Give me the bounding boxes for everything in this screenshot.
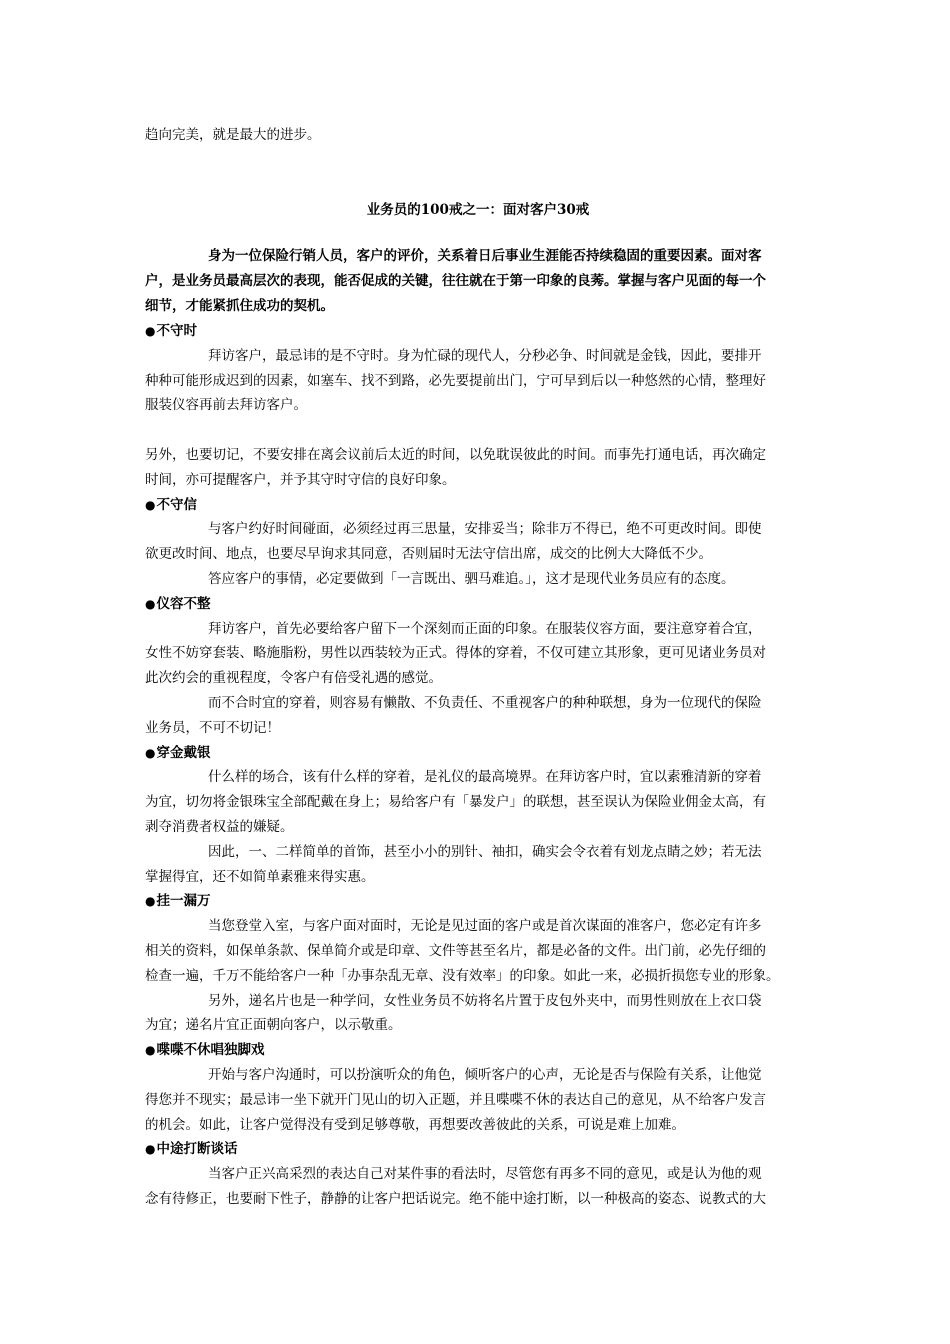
section-heading: ●中途打断谈话 <box>145 1141 238 1158</box>
section-heading: ●喋喋不休唱独脚戏 <box>145 1042 265 1059</box>
body-line: 的机会。如此，让客户觉得没有受到足够尊敬，再想要改善彼此的关系，可说是难上加难。 <box>145 1116 685 1133</box>
body-line: 为宜；递名片宜正面朝向客户，以示敬重。 <box>145 1017 402 1034</box>
body-line: 此次约会的重视程度，令客户有倍受礼遇的感觉。 <box>145 670 442 687</box>
section-heading: ●仪容不整 <box>145 595 211 612</box>
bullet-icon: ● <box>145 894 156 909</box>
body-line: 服装仪容再前去拜访客户。 <box>145 397 307 414</box>
section-heading: ●挂一漏万 <box>145 893 211 910</box>
section-heading: ●不守时 <box>145 323 197 339</box>
body-line: 欲更改时间、地点，也要尽早询求其同意，否则届时无法守信出席，成交的比例大大降低不少。 <box>145 546 712 563</box>
body-line: 答应客户的事情，必定要做到「一言既出、驷马难追。」，这才是现代业务员应有的态度。 <box>208 570 735 587</box>
body-line: 业务员，不可不切记！ <box>145 719 280 736</box>
section-heading: ●穿金戴银 <box>145 744 211 761</box>
section-heading: ●不守信 <box>145 496 197 513</box>
body-line: 当您登堂入室，与客户面对面时，无论是见过面的客户或是首次谋面的准客户，您必定有许多 <box>208 918 762 935</box>
body-line: 检查一遍，千万不能给客户一种「办事杂乱无章、没有效率」的印象。如此一来，必损折损您专业的形象。 <box>145 967 780 984</box>
bullet-icon: ● <box>145 596 156 611</box>
body-line: 因此，一、二样简单的首饰，甚至小小的别针、袖扣，确实会令衣着有划龙点睛之妙；若无法 <box>208 843 762 860</box>
body-line: 为宜，切勿将金银珠宝全部配戴在身上；易给客户有「暴发户」的联想，甚至误认为保险业佣金太高，有 <box>145 794 766 811</box>
body-line: 女性不妨穿套装、略施脂粉，男性以西装较为正式。得体的穿着，不仅可建立其形象，更可见诸业务员对 <box>145 645 766 662</box>
body-line: 种种可能形成迟到的因素，如塞车、找不到路，必先要提前出门，宁可早到后以一种悠然的心情，整理好 <box>145 372 766 389</box>
bullet-icon: ● <box>145 1043 156 1058</box>
body-line: 与客户约好时间碰面，必须经过再三思量，安排妥当；除非万不得已，绝不可更改时间。即使 <box>208 521 762 538</box>
body-line: 开始与客户沟通时，可以扮演听众的角色，倾听客户的心声，无论是否与保险有关系，让他觉 <box>208 1066 762 1083</box>
body-line: 剥夺消费者权益的嫌疑。 <box>145 818 294 835</box>
body-line: 相关的资料，如保单条款、保单简介或是印章、文件等甚至名片，都是必备的文件。出门前，必先仔细的 <box>145 942 766 959</box>
body-line: 拜访客户，最忌讳的是不守时。身为忙碌的现代人，分秒必争、时间就是金钱，因此，要排开 <box>208 347 762 364</box>
body-line: 掌握得宜，还不如简单素雅来得实惠。 <box>145 868 375 885</box>
body-line: 时间，亦可提醒客户，并予其守时守信的良好印象。 <box>145 471 456 488</box>
body-line: 另外，递名片也是一种学问，女性业务员不妨将名片置于皮包外夹中，而男性则放在上衣口袋 <box>208 992 762 1009</box>
body-line: 另外，也要切记，不要安排在离会议前后太近的时间，以免耽误彼此的时间。而事先打通电话，再次确定 <box>145 446 766 463</box>
body-line: 拜访客户，首先必要给客户留下一个深刻而正面的印象。在服装仪容方面，要注意穿着合宜， <box>208 620 762 637</box>
bullet-icon: ● <box>145 497 156 512</box>
body-line: 得您并不现实；最忌讳一坐下就开门见山的切入正题，并且喋喋不休的表达自己的意见，从不给客户发言 <box>145 1091 766 1108</box>
continuation-line: 趋向完美，就是最大的进步。 <box>145 127 321 143</box>
body-line: 什么样的场合，该有什么样的穿着，是礼仪的最高境界。在拜访客户时，宜以素雅清新的穿着 <box>208 769 762 786</box>
bullet-icon: ● <box>145 324 156 338</box>
intro-line: 身为一位保险行销人员，客户的评价，关系着日后事业生涯能否持续稳固的重要因素。面对客 <box>208 248 762 264</box>
sections <box>145 319 811 1212</box>
body-line: 而不合时宜的穿着，则容易有懒散、不负责任、不重视客户的种种联想，身为一位现代的保险 <box>208 694 762 711</box>
body-line: 念有待修正，也要耐下性子，静静的让客户把话说完。绝不能中途打断，以一种极高的姿态、说教式的大 <box>145 1190 766 1207</box>
intro-line: 细节，才能紧抓住成功的契机。 <box>145 297 334 314</box>
bullet-icon: ● <box>145 745 156 760</box>
body-line: 当客户正兴高采烈的表达自己对某件事的看法时，尽管您有再多不同的意见，或是认为他的观 <box>208 1166 762 1183</box>
intro-paragraph <box>145 244 811 318</box>
blank-line <box>145 418 811 443</box>
bullet-icon: ● <box>145 1142 156 1157</box>
intro-line: 户，是业务员最高层次的表现，能否促成的关键，往往就在于第一印象的良莠。掌握与客户见面的每一个 <box>145 272 766 289</box>
document-title: 业务员的100戒之一：面对客户30戒 <box>366 202 590 218</box>
